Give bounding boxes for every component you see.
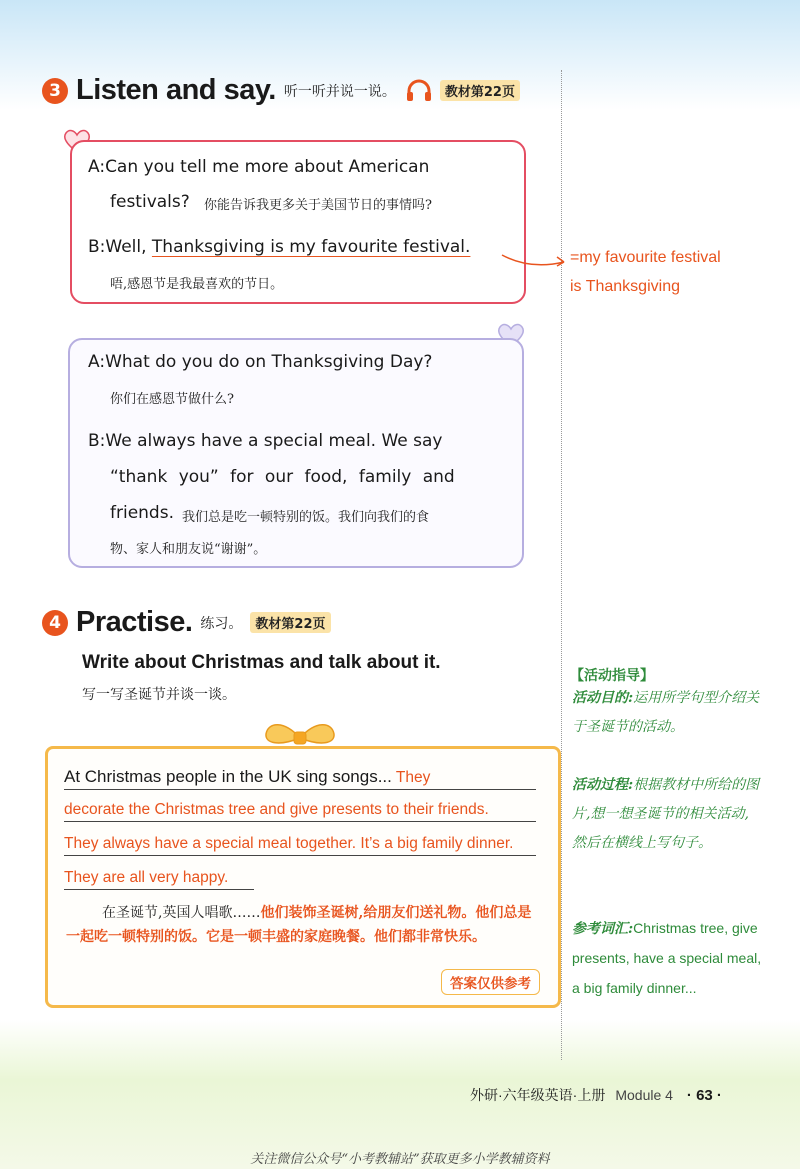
dialog1-b-prefix: Well, bbox=[105, 237, 152, 257]
arrow-icon bbox=[500, 252, 572, 272]
section4-subtitle: 练习。 bbox=[200, 615, 243, 632]
dialog-bubble-1 bbox=[70, 140, 526, 304]
answer-translation bbox=[66, 901, 544, 949]
answer-box bbox=[45, 746, 561, 1008]
activity-goal bbox=[572, 684, 762, 742]
answer-translation-highlight: 他们装饰圣诞树,给朋友们送礼物。他们总是一起吃一顿特别的饭。它是一顿丰盛的家庭晚餐。他们都非常快乐。 bbox=[66, 905, 532, 945]
headphone-icon[interactable] bbox=[406, 79, 432, 103]
dialog-bubble-2 bbox=[68, 338, 524, 568]
section3-header bbox=[42, 74, 520, 107]
textbook-page-ref: 教材第22页 bbox=[250, 612, 330, 633]
activity-vocab-text: Christmas tree, give presents, have a special meal, a big family dinner... bbox=[572, 920, 762, 996]
practise-task-translation: 写一写圣诞节并谈一谈。 bbox=[82, 687, 236, 703]
activity-process bbox=[572, 771, 762, 858]
dialog1-a-line1 bbox=[88, 157, 429, 177]
dialog2-b-text1: We always have a special meal. We say bbox=[105, 431, 443, 451]
activity-goal-label: 活动目的: bbox=[572, 690, 634, 706]
dialog2-a-translation: 你们在感恩节做什么? bbox=[110, 392, 234, 407]
dialog2-b-line1 bbox=[88, 431, 443, 451]
activity-process-label: 活动过程: bbox=[572, 777, 634, 793]
section3-title: Listen and say. bbox=[76, 74, 276, 106]
speaker-a-label: A: bbox=[88, 352, 106, 372]
side-note-line2: is Thanksgiving bbox=[570, 278, 680, 295]
side-note-line1: =my favourite festival bbox=[570, 249, 721, 266]
reference-only-badge: 答案仅供参考 bbox=[441, 969, 540, 995]
dialog2-a-line bbox=[88, 352, 432, 372]
section-number-badge: 4 bbox=[42, 610, 68, 636]
page-footer bbox=[470, 1085, 722, 1105]
activity-guide-title: 【活动指导】 bbox=[570, 668, 654, 684]
speaker-b-label: B: bbox=[88, 237, 106, 257]
answer-line-2: decorate the Christmas tree and give presents to their friends. bbox=[64, 801, 536, 822]
speaker-b-label: B: bbox=[88, 431, 106, 451]
dialog2-a-text: What do you do on Thanksgiving Day? bbox=[105, 352, 433, 372]
module-label: Module 4 bbox=[615, 1087, 673, 1103]
bottom-watermark-note: 关注微信公众号“小考教辅站”获取更多小学教辅资料 bbox=[250, 1152, 550, 1167]
section4-title: Practise. bbox=[76, 606, 193, 638]
activity-goal-text: 运用所学句型介绍关于圣诞节的活动。 bbox=[572, 690, 760, 735]
activity-vocab-label: 参考词汇: bbox=[572, 921, 634, 937]
page-number: · 63 · bbox=[686, 1086, 722, 1104]
dialog1-b-line bbox=[88, 237, 470, 257]
textbook-page-ref: 教材第22页 bbox=[440, 80, 520, 101]
answer-line-4: They are all very happy. bbox=[64, 869, 254, 890]
section-number-badge: 3 bbox=[42, 78, 68, 104]
dialog1-b-underlined: Thanksgiving is my favourite festival. bbox=[151, 237, 471, 257]
practise-task: Write about Christmas and talk about it. bbox=[82, 652, 441, 673]
answer-line-3: They always have a special meal together. It’s a big family dinner. bbox=[64, 835, 536, 856]
activity-process-text: 根据教材中所给的图片,想一想圣诞节的相关活动,然后在横线上写句子。 bbox=[572, 777, 760, 851]
dialog1-a-translation: 你能告诉我更多关于美国节日的事情吗? bbox=[204, 198, 432, 213]
answer-line-1-prompt: At Christmas people in the UK sing songs... bbox=[64, 767, 392, 786]
dialog1-a-text1: Can you tell me more about American bbox=[105, 157, 430, 177]
answer-line-1-answer: They bbox=[391, 769, 431, 786]
dialog1-a-line2 bbox=[110, 192, 190, 212]
dialog1-b-translation: 唔,感恩节是我最喜欢的节日。 bbox=[110, 277, 284, 292]
dialog2-b-line3: friends. bbox=[110, 503, 174, 523]
section3-subtitle: 听一听并说一说。 bbox=[283, 83, 396, 100]
column-divider bbox=[561, 70, 562, 1060]
book-title: 外研·六年级英语·上册 bbox=[470, 1087, 606, 1103]
dialog2-b-line2: “thank you” for our food, family and bbox=[110, 467, 455, 487]
activity-vocab bbox=[572, 914, 762, 1004]
answer-line-1 bbox=[64, 767, 536, 790]
dialog2-b-translation1: 我们总是吃一顿特别的饭。我们向我们的食 bbox=[182, 510, 430, 525]
answer-translation-plain: 在圣诞节,英国人唱歌…… bbox=[102, 905, 261, 921]
dialog1-a-text2: festivals? bbox=[110, 192, 190, 212]
dialog2-b-translation2: 物、家人和朋友说“谢谢”。 bbox=[110, 542, 267, 557]
section4-header bbox=[42, 606, 331, 639]
speaker-a-label: A: bbox=[88, 157, 106, 177]
